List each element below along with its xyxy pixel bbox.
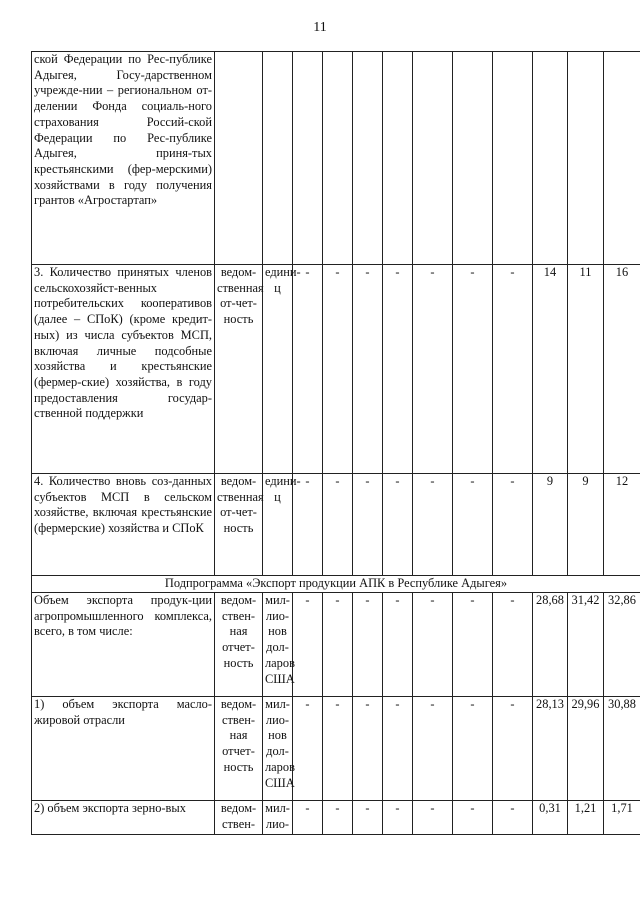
value-cell: 30,88 — [604, 697, 640, 801]
data-source: ведом-ствен-ная отчет-ность — [215, 697, 263, 801]
table-row — [32, 697, 640, 801]
value-cell: - — [293, 801, 323, 835]
indicator-name: 1) объем экспорта масло-жировой отрасли — [32, 697, 215, 801]
value-cell: 1,21 — [568, 801, 604, 835]
value-cell: - — [353, 697, 383, 801]
value-cell: - — [383, 697, 413, 801]
value-cell: - — [383, 801, 413, 835]
indicator-name: 2) объем экспорта зерно-вых — [32, 801, 215, 835]
table-row — [32, 474, 640, 576]
value-cell: - — [413, 697, 453, 801]
value-cell: - — [323, 801, 353, 835]
value-cell: - — [293, 474, 323, 576]
value-cell: - — [353, 265, 383, 474]
value-cell: 9 — [568, 474, 604, 576]
value-cell: 1,71 — [604, 801, 640, 835]
value-cell: - — [293, 265, 323, 474]
table-row — [32, 52, 640, 265]
unit: мил-лио- — [263, 801, 293, 835]
value-cell: - — [353, 801, 383, 835]
value-cell: 28,13 — [533, 697, 568, 801]
value-cell: - — [493, 474, 533, 576]
value-cell: 0,31 — [533, 801, 568, 835]
indicator-name: 4. Количество вновь соз-данных субъектов МСП в сельском хозяйстве, включая крестьянские (фермерские) хозяйства и СПоК — [32, 474, 215, 576]
value-cell: - — [453, 474, 493, 576]
value-cell: - — [323, 265, 353, 474]
value-cell: - — [323, 697, 353, 801]
value-cell: - — [453, 697, 493, 801]
data-source: ведом-ственная от-чет-ность — [215, 265, 263, 474]
value-cell: 11 — [568, 265, 604, 474]
table-row — [32, 265, 640, 474]
indicator-name: 3. Количество принятых членов сельскохозяйст-венных потребительских кооперативов (далее – СПоК) (кроме кредит-ных) из числа субъектов МСП, включая личные подсобные хозяйства и крестьянские (фермер-ские) хозяйства, в году предоставления государ-ственной поддержки — [32, 265, 215, 474]
value-cell: - — [493, 593, 533, 697]
data-source: ведом-ствен-ная отчет-ность — [215, 593, 263, 697]
subprogram-title: Подпрограмма «Экспорт продукции АПК в Республике Адыгея» — [32, 576, 640, 593]
data-source: ведом-ствен- — [215, 801, 263, 835]
unit: едини-ц — [263, 265, 293, 474]
value-cell: - — [413, 265, 453, 474]
value-cell: - — [323, 593, 353, 697]
value-cell: - — [383, 474, 413, 576]
page-number: 11 — [313, 20, 327, 35]
value-cell: - — [453, 265, 493, 474]
value-cell: 9 — [533, 474, 568, 576]
value-cell: - — [323, 474, 353, 576]
value-cell: - — [293, 593, 323, 697]
indicator-name: Объем экспорта продук-ции агропромышленного комплекса, всего, в том числе: — [32, 593, 215, 697]
unit: мил-лио-нов дол-ларов США — [263, 593, 293, 697]
value-cell: - — [453, 593, 493, 697]
indicator-name: ской Федерации по Рес-публике Адыгея, Госу-дарственном учрежде-нии – региональном от-делении Фонда социаль-ного страхования Россий-ской Федерации по Рес-публике Адыгея, приня-тых крестьянскими (фер-мерскими) хозяйствами в году получения грантов «Агростартап» — [32, 52, 215, 265]
indicators-table — [31, 51, 640, 835]
value-cell: - — [413, 801, 453, 835]
value-cell: - — [493, 697, 533, 801]
value-cell: 32,86 — [604, 593, 640, 697]
value-cell: 14 — [533, 265, 568, 474]
value-cell: - — [293, 697, 323, 801]
unit: едини-ц — [263, 474, 293, 576]
value-cell: - — [493, 801, 533, 835]
value-cell: 16 — [604, 265, 640, 474]
value-cell: 28,68 — [533, 593, 568, 697]
value-cell: - — [413, 593, 453, 697]
value-cell: - — [493, 265, 533, 474]
value-cell: - — [353, 593, 383, 697]
value-cell: - — [383, 265, 413, 474]
value-cell: - — [353, 474, 383, 576]
value-cell: 29,96 — [568, 697, 604, 801]
value-cell: 12 — [604, 474, 640, 576]
value-cell: - — [413, 474, 453, 576]
unit: мил-лио-нов дол-ларов США — [263, 697, 293, 801]
table-row — [32, 801, 640, 835]
value-cell: - — [453, 801, 493, 835]
data-source: ведом-ственная от-чет-ность — [215, 474, 263, 576]
value-cell: - — [383, 593, 413, 697]
subprogram-row — [32, 576, 640, 593]
value-cell: 31,42 — [568, 593, 604, 697]
table-row — [32, 593, 640, 697]
